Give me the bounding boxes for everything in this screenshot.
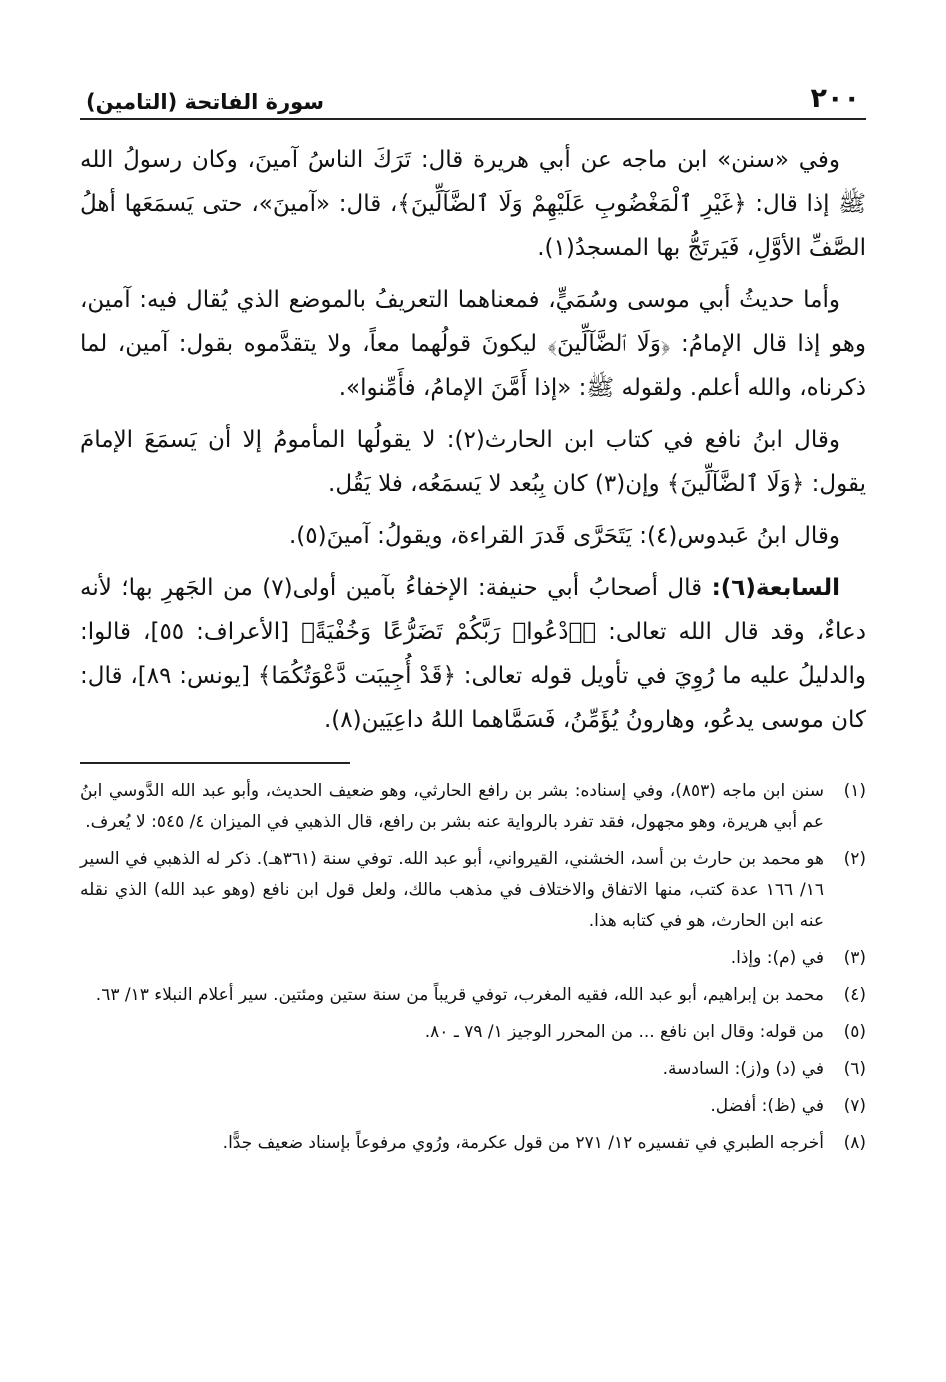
paragraph: وأما حديثُ أبي موسى وسُمَيٍّ، فمعناهما التعريفُ بالموضع الذي يُقال فيه: آمين، وهو إذا قال الإمامُ: ﴿وَلَا ٱلضَّآلِّينَ﴾ ليكونَ قولُهما معاً، ولا يتقدَّموه بقول: آمين، لما ذكرناه، والله أعلم. ولقوله ﷺ: «إذا أَمَّنَ الإمامُ، فأَمِّنوا». bbox=[80, 287, 866, 401]
page-header bbox=[80, 70, 866, 120]
book-page bbox=[80, 70, 866, 1165]
footnote: (٤) محمد بن إبراهيم، أبو عبد الله، فقيه المغرب، توفي قريباً من سنة ستين ومئتين. سير أعلام النبلاء ١٣/ ٦٣. bbox=[95, 985, 866, 1005]
paragraph: السابعة(٦): قال أصحابُ أبي حنيفة: الإخفاءُ بآمين أولى(٧) من الجَهرِ بها؛ لأنه دعاءٌ، وقد قال الله تعالى: ﴿ٱدْعُوا۟ رَبَّكُمْ تَضَرُّعًا وَخُفْيَةً﴾ [الأعراف: ٥٥]، قالوا: والدليلُ عليه ما رُوِيَ في تأويل قوله تعالى: ﴿قَدْ أُجِيبَت دَّعْوَتُكُمَا﴾ [يونس: ٨٩]، قال: كان موسى يدعُو، وهارونُ يُؤَمِّنُ، فَسَمَّاهما اللهُ داعِيَين(٨). bbox=[80, 575, 866, 733]
section-heading: السابعة(٦): bbox=[711, 575, 840, 601]
footnote: (٣) في (م): وإذا. bbox=[730, 948, 866, 968]
footnote: (٦) في (د) و(ز): السادسة. bbox=[662, 1059, 866, 1079]
footnote: (١) سنن ابن ماجه (٨٥٣)، وفي إسناده: بشر بن رافع الحارثي، وهو ضعيف الحديث، وأبو عبد الله الدَّوسي ابنُ عم أبي هريرة، وهو مجهول، فقد تفرد بالرواية عنه بشر بن رافع، قال الذهبي في الميزان ٤/ ٥٤٥: لا يُعرف. bbox=[80, 781, 866, 832]
footnote: (٨) أخرجه الطبري في تفسيره ١٢/ ٢٧١ من قول عكرمة، ورُوي مرفوعاً بإسناد ضعيف جدًّا. bbox=[222, 1133, 866, 1153]
footnote: (٧) في (ظ): أفضل. bbox=[710, 1096, 866, 1116]
running-title: سورة الفاتحة (التامين) bbox=[86, 90, 324, 114]
main-text bbox=[80, 138, 866, 742]
footnote: (٥) من قوله: وقال ابن نافع ... من المحرر الوجيز ١/ ٧٩ ـ ٨٠. bbox=[424, 1022, 866, 1042]
footnote: (٢) هو محمد بن حارث بن أسد، الخشني، القيرواني، أبو عبد الله. توفي سنة (٣٦١هـ). ذكر له الذهبي في السير ١٦/ ١٦٦ عدة كتب، منها الاتفاق والاختلاف في مذهب مالك، ولعل قول ابن نافع (وهو عبد الله) الذي نقله عنه ابن الحارث، هو في كتابه هذا. bbox=[80, 849, 866, 931]
paragraph: وقال ابنُ عَبدوس(٤): يَتَحَرَّى قَدرَ القراءة، ويقولُ: آمينَ(٥). bbox=[288, 523, 840, 549]
footnote-separator bbox=[80, 762, 350, 764]
page-number: ٢٠٠ bbox=[810, 83, 860, 114]
paragraph: وفي «سنن» ابن ماجه عن أبي هريرة قال: تَرَكَ الناسُ آمينَ، وكان رسولُ الله ﷺ إذا قال: ﴿غَيْرِ ٱلْمَغْضُوبِ عَلَيْهِمْ وَلَا ٱلضَّآلِّينَ﴾، قال: «آمينَ»، حتى يَسمَعَها أهلُ الصَّفِّ الأوَّلِ، فَيَرتَجُّ بها المسجدُ(١). bbox=[80, 147, 866, 261]
paragraph: وقال ابنُ نافع في كتاب ابن الحارث(٢): لا يقولُها المأمومُ إلا أن يَسمَعَ الإمامَ يقول: ﴿وَلَا ٱلضَّآلِّينَ﴾ وإن(٣) كان بِبُعد لا يَسمَعُه، فلا يَقُل. bbox=[80, 427, 866, 497]
footnotes bbox=[80, 776, 866, 1159]
